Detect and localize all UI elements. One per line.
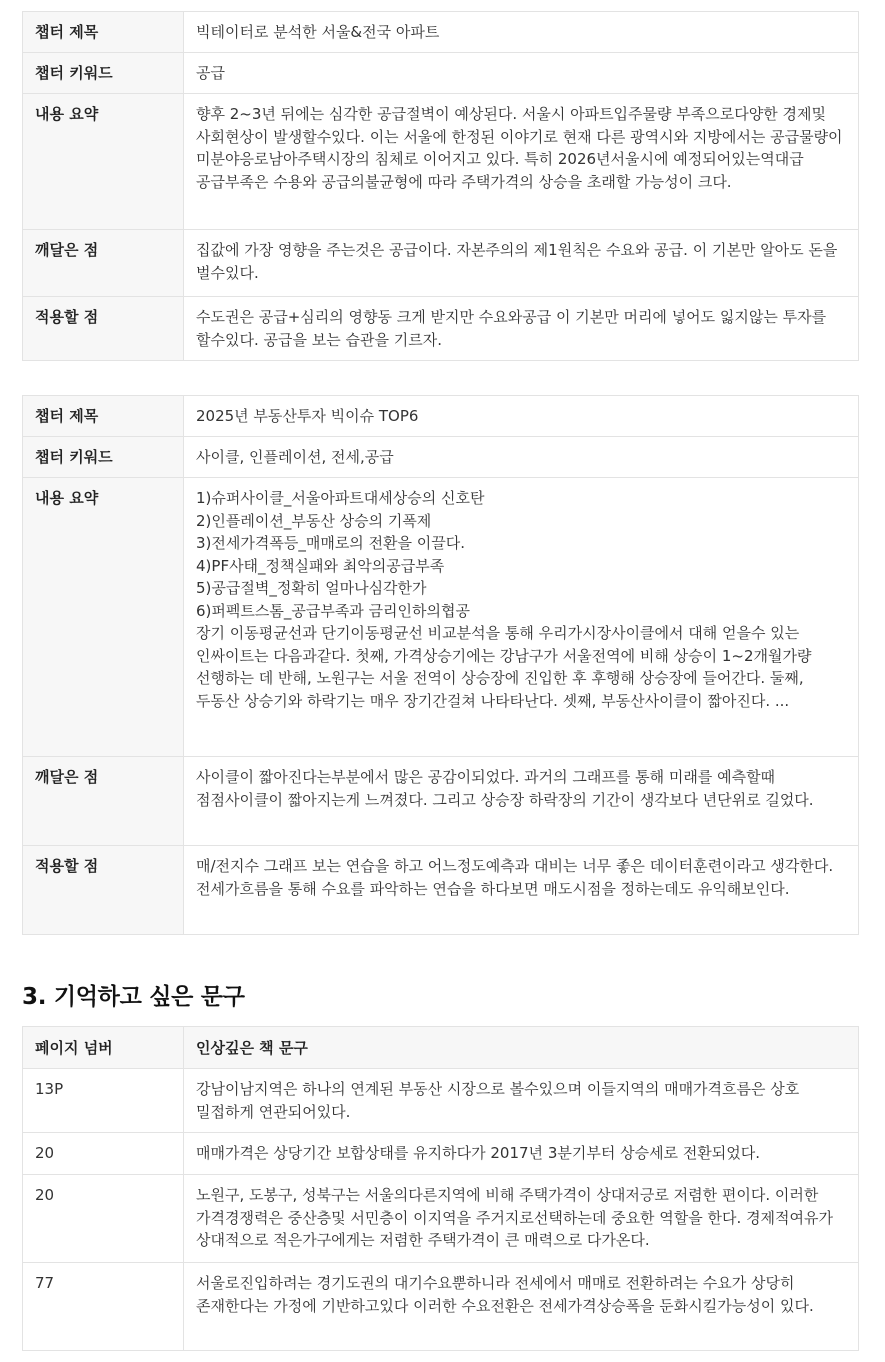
chapter-realization-value: 집값에 가장 영향을 주는것은 공급이다. 자본주의의 제1원칙은 수요와 공급. 이 기본만 알아도 돈을 벌수있다.: [184, 230, 859, 297]
chapter-table-2: [22, 395, 859, 935]
chapter-keyword-row: [23, 437, 859, 478]
summary-line: 5)공급절벽_정확히 얼마나심각한가: [196, 579, 427, 597]
chapter-table-1: [22, 11, 859, 361]
chapter-apply-row: [23, 846, 859, 935]
chapter-title-row: [23, 396, 859, 437]
chapter-realization-row: [23, 230, 859, 297]
chapter-apply-value: 수도권은 공급+심리의 영향동 크게 받지만 수요와공급 이 기본만 머리에 넣어도 잃지않는 투자를 할수있다. 공급을 보는 습관을 기르자.: [184, 297, 859, 361]
table-row: [23, 1069, 859, 1133]
page-number: 77: [23, 1263, 184, 1351]
quote-text: 노원구, 도봉구, 성북구는 서울의다른지역에 비해 주택가격이 상대저긍로 저렴한 편이다. 이러한 가격경쟁력은 중산층및 서민층이 이지역을 주거지로선택하는데 중요한 역할을 한다. 경제적여유가 상대적으로 적은가구에게는 저렴한 주택가격이 큰 매력으로 다가온다.: [184, 1175, 859, 1263]
chapter-realization-row: [23, 757, 859, 846]
chapter-title-row: [23, 12, 859, 53]
summary-line: 4)PF사태_정책실패와 최악의공급부족: [196, 556, 445, 575]
chapter-apply-value: 매/전지수 그래프 보는 연습을 하고 어느정도예측과 대비는 너무 좋은 데이터훈련이라고 생각한다. 전세가흐름을 통해 수요를 파악하는 연습을 하다보면 매도시점을 정하는데도 유익해보인다.: [184, 846, 859, 935]
chapter-summary-value: 향후 2~3년 뒤에는 심각한 공급절벽이 예상된다. 서울시 아파트입주물량 부족으로다양한 경제및 사회현상이 발생할수있다. 이는 서울에 한정된 이야기로 현재 다른 광역시와 지방에서는 공급물량이 미분야응로남아주택시장의 침체로 이어지고 있다. 특히 2026년서울시에 예정되어있는역대급 공급부족은 수용와 공급의불균형에 따라 주택가격의 상승을 초래할 가능성이 크다.: [184, 94, 859, 230]
chapter-apply-label: 적용할 점: [23, 846, 184, 935]
chapter-realization-value: 사이클이 짧아진다는부분에서 많은 공감이되었다. 과거의 그래프를 통해 미래를 예측할때 점점사이클이 짧아지는게 느껴졌다. 그리고 상승장 하락장의 기간이 생각보다 년단위로 길었다.: [184, 757, 859, 846]
chapter-summary-row: [23, 478, 859, 757]
chapter-keyword-label: 챕터 키워드: [23, 53, 184, 94]
section-heading: 3. 기억하고 싶은 문구: [22, 984, 245, 1010]
chapter-title-value: 2025년 부동산투자 빅이슈 TOP6: [184, 396, 859, 437]
chapter-apply-row: [23, 297, 859, 361]
chapter-keyword-value: 사이클, 인플레이션, 전세,공급: [184, 437, 859, 478]
summary-paragraph: 장기 이동평균선과 단기이동평균선 비교분석을 통해 우리가시장사이클에서 대해 얻을수 있는 인싸이트는 다음과같다. 첫째, 가격상승기에는 강남구가 서울전역에 비해 상승이 1~2개월가량 선행하는 데 반해, 노원구는 서울 전역이 상승장에 진입한 후 후행해 상승장에 들어간다. 둘째, 두동산 상승기와 하락기는 매우 장기간걸쳐 나타타난다. 셋째, 부동산사이클이 짧아진다. ...: [196, 624, 812, 710]
chapter-summary-label: 내용 요약: [23, 478, 184, 757]
table-row: [23, 1175, 859, 1263]
chapter-keyword-row: [23, 53, 859, 94]
column-header-page: 페이지 넘버: [23, 1027, 184, 1069]
table-row: [23, 1263, 859, 1351]
table-row: [23, 1133, 859, 1175]
summary-line: 2)인플레이션_부동산 상승의 기폭제: [196, 511, 432, 530]
chapter-title-label: 챕터 제목: [23, 396, 184, 437]
chapter-summary-row: [23, 94, 859, 230]
chapter-title-value: 빅테이터로 분석한 서울&전국 아파트: [184, 12, 859, 53]
chapter-apply-label: 적용할 점: [23, 297, 184, 361]
page-number: 20: [23, 1133, 184, 1175]
page-number: 20: [23, 1175, 184, 1263]
quote-text: 매매가격은 상당기간 보합상태를 유지하다가 2017년 3분기부터 상승세로 전환되었다.: [184, 1133, 859, 1175]
column-header-quote: 인상깊은 책 문구: [184, 1027, 859, 1069]
chapter-realization-label: 깨달은 점: [23, 230, 184, 297]
chapter-title-label: 챕터 제목: [23, 12, 184, 53]
summary-line: 3)전세가격폭등_매매로의 전환을 이끌다.: [196, 534, 466, 552]
chapter-summary-label: 내용 요약: [23, 94, 184, 230]
summary-line: 6)퍼펙트스톰_공급부족과 금리인하의협공: [196, 601, 470, 620]
summary-line: 1)슈퍼사이클_서울아파트대세상승의 신호탄: [196, 489, 485, 507]
chapter-keyword-label: 챕터 키워드: [23, 437, 184, 478]
quotes-header-row: [23, 1027, 859, 1069]
quote-text: 강남이남지역은 하나의 연계된 부동산 시장으로 볼수있으며 이들지역의 매매가격흐름은 상호 밀접하게 연관되어있다.: [184, 1069, 859, 1133]
page-number: 13P: [23, 1069, 184, 1133]
quote-text: 서울로진입하려는 경기도권의 대기수요뿐하니라 전세에서 매매로 전환하려는 수요가 상당히 존재한다는 가정에 기반하고있다 이러한 수요전환은 전세가격상승폭을 둔화시킬가능성이 있다.: [184, 1263, 859, 1351]
chapter-keyword-value: 공급: [184, 53, 859, 94]
chapter-summary-value: [184, 478, 859, 757]
chapter-realization-label: 깨달은 점: [23, 757, 184, 846]
quotes-table: [22, 1026, 859, 1351]
